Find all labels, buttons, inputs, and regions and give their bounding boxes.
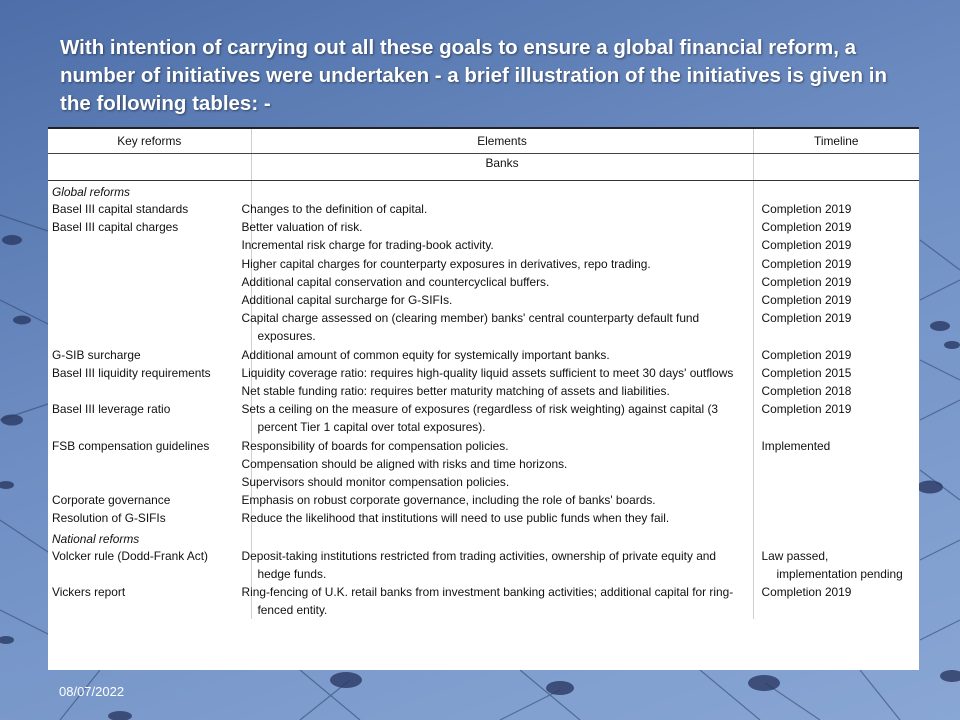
reform-timeline: Completion 2019 [753,218,919,236]
reform-element: Liquidity coverage ratio: requires high-quality liquid assets sufficient to meet 30 days' outflows [251,364,753,382]
table-header-row [48,128,919,154]
reform-name: G-SIB surcharge [52,347,141,362]
table-row [48,455,919,473]
reform-name: Volcker rule (Dodd-Frank Act) [52,548,208,563]
table-row [48,255,919,273]
header-timeline: Timeline [753,128,919,154]
reforms-table [48,127,919,619]
reform-element: Emphasis on robust corporate governance, including the role of banks' boards. [251,491,753,509]
reform-element: Supervisors should monitor compensation policies. [251,473,753,491]
reform-timeline: Completion 2019 [753,309,919,345]
reform-name: Basel III capital standards [52,202,189,216]
table-row [48,218,919,236]
slide-date: 08/07/2022 [59,684,125,699]
reform-name: Vickers report [52,585,126,600]
banks-section-row [48,154,919,181]
header-key-reforms: Key reforms [48,128,251,154]
reform-element: Compensation should be aligned with risks and time horizons. [251,455,753,473]
reform-name [48,291,251,309]
reform-name [48,382,251,400]
reform-name [48,473,251,491]
table-row [48,547,919,583]
reform-timeline: Completion 2019 [753,236,919,254]
global-reforms-section-row [48,181,919,201]
table-row [48,291,919,309]
reform-timeline: Completion 2019 [753,291,919,309]
reform-name [48,309,251,345]
table-row [48,437,919,455]
reform-timeline [753,547,919,583]
table-row [48,346,919,364]
table-row [48,309,919,345]
reform-timeline: Completion 2019 [753,400,919,436]
reform-element: Capital charge assessed on (clearing member) banks' central counterparty default fund exposures. [251,309,753,345]
reform-name [48,236,251,254]
reform-name [48,455,251,473]
table-row [48,400,919,436]
reform-timeline: Completion 2019 [753,200,919,218]
reform-element: Ring-fencing of U.K. retail banks from investment banking activities; additional capital for ring-fenced entity. [251,583,753,619]
table-row [48,382,919,400]
reform-element: Additional capital surcharge for G-SIFIs. [251,291,753,309]
global-reforms-label: Global reforms [52,185,130,199]
table-row [48,273,919,291]
reform-element: Changes to the definition of capital. [251,200,753,218]
reform-name: FSB compensation guidelines [52,438,210,453]
reform-timeline [753,509,919,527]
table-row [48,473,919,491]
reform-name: Basel III liquidity requirements [52,365,211,380]
reform-timeline [753,455,919,473]
reform-timeline: Implemented [753,437,919,455]
reforms-table-container [48,127,919,670]
reform-element: Additional amount of common equity for systemically important banks. [251,346,753,364]
reform-timeline [753,491,919,509]
table-row [48,364,919,382]
reform-timeline [753,473,919,491]
banks-label: Banks [251,154,753,181]
reform-element: Incremental risk charge for trading-book activity. [251,236,753,254]
timeline-line: Law passed, [761,548,829,563]
reform-element: Reduce the likelihood that institutions will need to use public funds when they fail. [251,509,753,527]
reform-name: Basel III capital charges [52,220,179,235]
reform-name [48,273,251,291]
reform-element: Deposit-taking institutions restricted from trading activities, ownership of private equity and hedge funds. [251,547,753,583]
national-reforms-section-row [48,528,919,547]
table-row [48,583,919,619]
reform-timeline: Completion 2019 [753,583,919,619]
reform-name: Basel III leverage ratio [52,402,171,417]
table-row [48,509,919,527]
table-row [48,236,919,254]
reform-element: Responsibility of boards for compensation policies. [251,437,753,455]
reform-element: Higher capital charges for counterparty exposures in derivatives, repo trading. [251,255,753,273]
reform-timeline: Completion 2015 [753,364,919,382]
timeline-line-continued: implementation pending [776,566,903,581]
table-row [48,200,919,218]
reform-element: Better valuation of risk. [251,218,753,236]
reform-name: Corporate governance [52,493,171,508]
reform-element: Additional capital conservation and countercyclical buffers. [251,273,753,291]
reform-element: Sets a ceiling on the measure of exposures (regardless of risk weighting) against capital (3 percent Tier 1 capital over total exposures). [251,400,753,436]
reform-timeline: Completion 2019 [753,273,919,291]
reform-timeline: Completion 2019 [753,255,919,273]
reform-element: Net stable funding ratio: requires better maturity matching of assets and liabilities. [251,382,753,400]
header-elements: Elements [251,128,753,154]
reform-name: Resolution of G-SIFIs [52,511,166,526]
slide-title: With intention of carrying out all these goals to ensure a global financial reform, a number of initiatives were undertaken - a brief illustration of the initiatives is given in the following tables: - [60,36,887,115]
reform-timeline: Completion 2018 [753,382,919,400]
national-reforms-label: National reforms [52,531,140,546]
reform-name [48,255,251,273]
table-row [48,491,919,509]
reform-timeline: Completion 2019 [753,346,919,364]
